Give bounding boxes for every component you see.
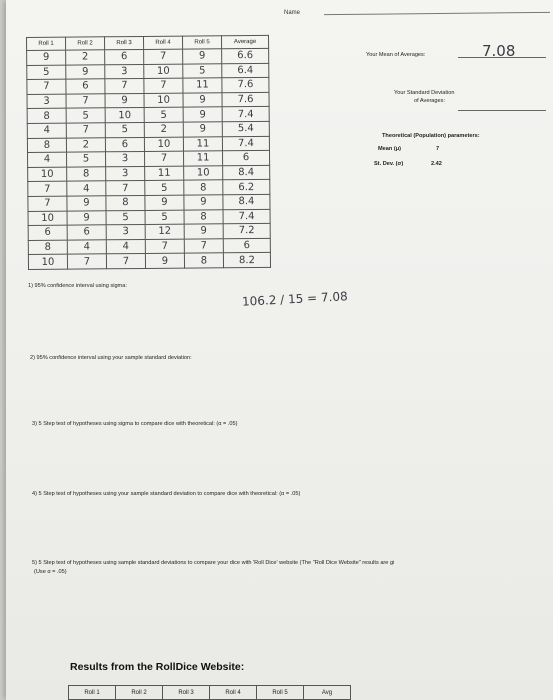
average-cell: 7.4: [222, 107, 269, 122]
roll-cell: 6: [105, 137, 144, 152]
average-cell: 6.2: [223, 180, 270, 195]
roll-cell: 7: [66, 123, 105, 138]
average-cell: 7.6: [222, 78, 269, 93]
results-table: [68, 685, 351, 700]
roll-cell: 3: [106, 225, 145, 240]
roll-cell: 11: [183, 78, 222, 93]
roll-cell: 4: [106, 239, 145, 254]
results-col-header: Roll 1: [69, 686, 116, 700]
roll-cell: 4: [67, 240, 106, 255]
roll-cell: 5: [106, 210, 145, 225]
sd-label-line2: of Averages:: [414, 98, 445, 104]
handwritten-calculation: 106.2 / 15 = 7.08: [241, 289, 348, 309]
roll-cell: 11: [183, 136, 222, 151]
roll-cell: 8: [184, 180, 223, 195]
roll-cell: 9: [67, 210, 106, 225]
col-header: Average: [221, 35, 268, 48]
roll-cell: 10: [28, 254, 67, 269]
roll-cell: 5: [145, 210, 184, 225]
average-cell: 8.4: [223, 165, 270, 180]
roll-cell: 2: [66, 137, 105, 152]
roll-cell: 9: [183, 93, 222, 108]
roll-cell: 10: [144, 64, 183, 79]
roll-cell: 7: [28, 181, 67, 196]
roll-cell: 4: [27, 123, 66, 138]
name-label: Name: [284, 10, 301, 16]
results-col-header: Roll 5: [257, 686, 304, 700]
roll-cell: 8: [184, 209, 223, 224]
sd-label-line1: Your Standard Deviation: [394, 90, 455, 96]
roll-cell: 9: [105, 93, 144, 108]
roll-cell: 9: [183, 107, 222, 122]
roll-cell: 11: [145, 166, 184, 181]
roll-cell: 12: [145, 224, 184, 239]
roll-cell: 10: [28, 211, 67, 226]
average-cell: 7.6: [222, 92, 269, 107]
roll-cell: 3: [106, 152, 145, 167]
average-cell: 7.2: [223, 224, 270, 239]
col-header: Roll 5: [182, 36, 221, 49]
roll-cell: 4: [67, 181, 106, 196]
roll-cell: 8: [27, 138, 66, 153]
sigma-label: St. Dev. (σ): [374, 161, 404, 167]
rolls-body: [27, 48, 271, 269]
roll-cell: 6: [67, 225, 106, 240]
table-row: [28, 253, 270, 270]
roll-cell: 7: [144, 78, 183, 93]
roll-cell: 7: [184, 239, 223, 254]
roll-cell: 10: [184, 166, 223, 181]
name-line: [324, 12, 550, 15]
roll-cell: 8: [28, 240, 67, 255]
roll-cell: 7: [145, 151, 184, 166]
roll-cell: 7: [67, 254, 106, 269]
roll-cell: 8: [106, 195, 145, 210]
roll-cell: 6: [66, 79, 105, 94]
roll-cell: 4: [28, 152, 67, 167]
average-cell: 6: [223, 151, 270, 166]
roll-cell: 2: [144, 122, 183, 137]
col-header: Roll 3: [105, 36, 144, 49]
results-col-header: Roll 2: [116, 686, 163, 700]
roll-cell: 7: [27, 79, 66, 94]
results-col-header: Roll 4: [210, 686, 257, 700]
col-header: Roll 4: [143, 36, 182, 49]
roll-cell: 8: [67, 167, 106, 182]
roll-cell: 9: [67, 196, 106, 211]
roll-cell: 6: [105, 49, 144, 64]
roll-cell: 10: [144, 137, 183, 152]
roll-cell: 2: [66, 50, 105, 65]
question-4: 4) 5 Step test of hypotheses using your sample standard deviation to compare dice with theoretical: (α = .05): [32, 491, 301, 497]
mean-of-averages-label: Your Mean of Averages:: [366, 52, 426, 58]
roll-cell: 9: [145, 195, 184, 210]
results-title: Results from the RollDice Website:: [70, 661, 245, 673]
mu-label: Mean (μ): [378, 146, 402, 152]
question-3: 3) 5 Step test of hypotheses using sigma to compare dice with theoretical: (α = .05): [32, 421, 238, 427]
average-cell: 5.4: [222, 121, 269, 136]
roll-cell: 7: [144, 49, 183, 64]
average-cell: 6: [223, 238, 270, 253]
roll-cell: 9: [184, 224, 223, 239]
mu-value: 7: [436, 146, 440, 152]
question-2: 2) 95% confidence interval using your sample standard deviation:: [30, 355, 192, 361]
roll-cell: 7: [66, 94, 105, 109]
question-5-alpha: (Use α = .05): [34, 569, 67, 575]
question-1: 1) 95% confidence interval using sigma:: [28, 283, 127, 289]
average-cell: 8.2: [223, 253, 270, 268]
roll-cell: 7: [106, 254, 145, 269]
sd-answer-line: [458, 110, 546, 111]
average-cell: 7.4: [223, 209, 270, 224]
average-cell: 6.6: [222, 48, 269, 63]
roll-cell: 10: [105, 108, 144, 123]
roll-cell: 8: [27, 109, 66, 124]
roll-cell: 9: [27, 50, 66, 65]
roll-cell: 5: [105, 122, 144, 137]
roll-cell: 3: [105, 64, 144, 79]
roll-cell: 9: [183, 49, 222, 64]
mean-of-averages-value: 7.08: [482, 42, 516, 60]
roll-cell: 3: [27, 94, 66, 109]
roll-cell: 11: [184, 151, 223, 166]
roll-cell: 7: [28, 196, 67, 211]
question-5: 5) 5 Step test of hypotheses using sample standard deviations to compare your dice with 'Roll Dice' website (The "Roll Dice Website" results are gi: [32, 560, 395, 566]
roll-cell: 10: [144, 93, 183, 108]
roll-cell: 9: [145, 253, 184, 268]
roll-cell: 9: [66, 64, 105, 79]
col-header: Roll 1: [27, 37, 66, 50]
roll-cell: 5: [27, 65, 66, 80]
results-col-header: Roll 3: [163, 686, 210, 700]
roll-cell: 7: [105, 79, 144, 94]
average-cell: 6.4: [222, 63, 269, 78]
roll-cell: 3: [106, 166, 145, 181]
average-cell: 8.4: [223, 194, 270, 209]
roll-cell: 8: [184, 253, 223, 268]
roll-cell: 9: [184, 195, 223, 210]
roll-cell: 6: [28, 225, 67, 240]
roll-cell: 7: [106, 181, 145, 196]
results-header-row: [69, 686, 351, 700]
col-header: Roll 2: [66, 37, 105, 50]
roll-cell: 5: [183, 63, 222, 78]
average-cell: 7.4: [222, 136, 269, 151]
roll-cell: 5: [144, 108, 183, 123]
roll-cell: 7: [145, 239, 184, 254]
mean-answer-line: [458, 57, 546, 58]
roll-cell: 5: [66, 108, 105, 123]
worksheet-page: [6, 0, 553, 700]
roll-cell: 10: [28, 167, 67, 182]
roll-cell: 5: [67, 152, 106, 167]
roll-cell: 9: [183, 122, 222, 137]
roll-cell: 5: [145, 180, 184, 195]
rolls-table: [26, 35, 271, 270]
results-col-header: Avg: [304, 686, 351, 700]
sigma-value: 2.42: [431, 161, 442, 167]
theoretical-params-label: Theoretical (Population) parameters:: [382, 133, 480, 139]
